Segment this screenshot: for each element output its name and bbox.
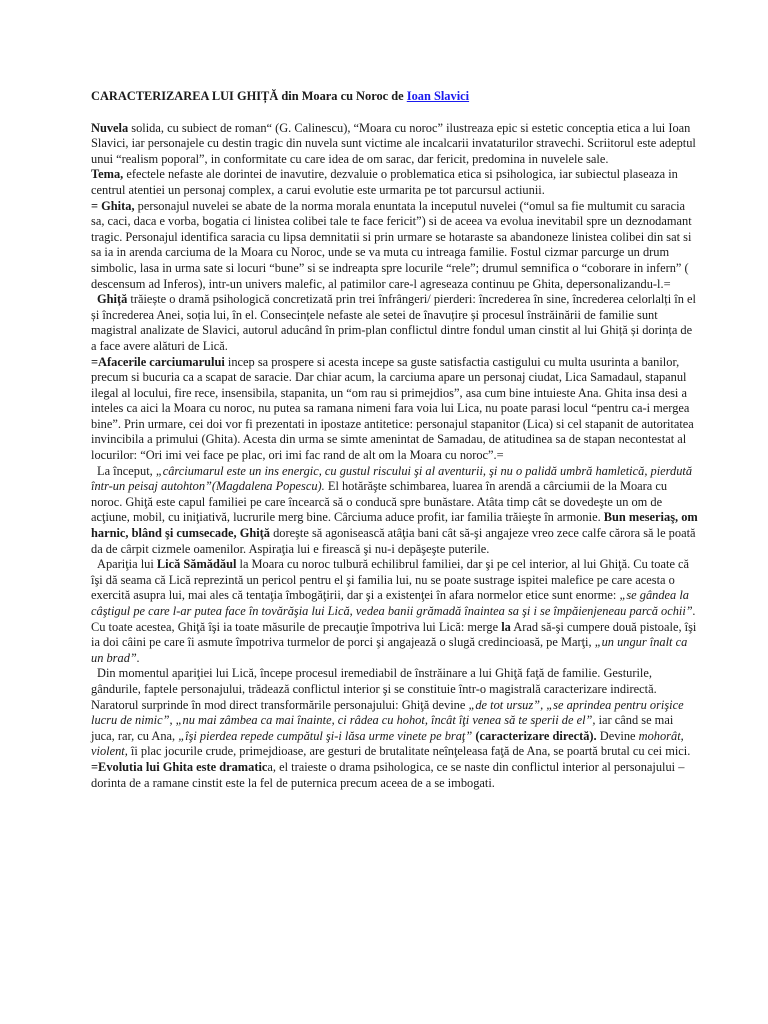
lead-evolutia: =Evolutia lui Ghita este dramatic [91,759,268,774]
text-run: îi plac jocurile crude, primejdioase, are gesturi de brutalitate neînţeleasa faţă de Ana, se poartă brutal cu cei mici. [127,744,691,759]
quote-ungur: „un ungur înalt ca un brad”. [91,635,688,665]
paragraph-aparitia [91,557,698,666]
lead-ghita: = Ghita, [91,198,135,213]
bold-run: la [501,619,511,634]
paragraph-text: trăiește o dramă psihologică concretizată prin trei înfrângeri/ pierderi: încrederea în sine, încrederea celorlalți în el și încrederea Anei, soția lui, în el. Consecințele nefaste ale setei de înavuțire și procesul înstrăinării de familie sunt magistral analizate de Slavici, autorul aducând în prim-plan conflictul dintre fondul uman cinstit al lui Ghiță și dorința de a face avere alături de Lică. [91,292,696,353]
text-run: la Moara cu noroc tulbură echilibrul familiei, dar şi pe cel interior, al lui Ghiţă. Cu toate că îşi dă seama că Lică reprezintă un pericol pentru el şi familia lui, nu se poate sustrage ispitei malefice pe care acesta o exercită asupra lui, mai ales că tentaţia îmbogăţirii, dar şi a existenţei în afara normelor etice sunt enorme: [91,557,690,603]
bold-run: (caracterizare directă). [472,728,597,743]
paragraph-text: incep sa prospere si acesta incepe sa guste satisfactia castigului cu multa usurinta a banilor, precum si bucuria ca a scapat de saracie. Dar chiar acum, la carciuma apare un personaj ciudat, Lica Samadaul, stapanul ilegal al locului, fire rece, insensibila, stapanita, un “om rau si primejdios”, asa cum bine intuieste Ana. Ghita insa desi a inteles ca aici la Moara cu noroc, nu putea sa ramana nimeni fara voia lui Lica, nu poate parasi locul “pentru ca-i mergea bine”. Prin urmare, cei doi vor fi prezentati in ipostaze antitetice: personajul stapanitor (Lica) si cel stapanit de autoritatea invincibila a primului (Ghita). Acesta din urma se simte amenintat de Samadau, de atitudinea sa de stapan necontestat al locurilor: “Ori imi vei face pe plac, ori imi fac rand de alt om la Moara cu noroc”.= [91,354,694,463]
text-run: iar când se mai juca, rar, cu Ana, [91,713,674,743]
paragraph-nuvela [91,121,698,168]
text-run: Arad să-şi cumpere două pistoale, îşi ia doi câini pe care îi asmute împotriva turmelor de porci şi angajează o slugă credincioasă, pe Marţi, [91,619,697,650]
paragraph-drama [91,292,698,354]
paragraph-afacerile [91,355,698,464]
paragraph-text: solida, cu subiect de roman“ (G. Calinescu), “Moara cu noroc” ilustreaza epic si estetic conceptia etica a lui Ioan Slavici, iar personajele cu destin tragic din nuvela sunt victime ale incalcarii invataturilor stravechi. Scriitorul este adeptul unui “realism poporal”, in conformitate cu care idea de om sarac, dar fericit, predomina in nuvelele sale. [91,120,696,166]
bold-run: Bun meseriaş, om harnic, blând şi cumsecade, Ghiţă [91,510,698,541]
paragraph-ghita [91,199,698,293]
lead-ghita-drama: Ghiță [97,292,128,307]
text-run: Devine [596,728,639,743]
document-title [91,89,698,105]
text-run: El hotărăşte schimbarea, luarea în arendă a cârciumii de la Moara cu noroc. Ghiţă este capul familiei pe care încearcă să o conducă spre bunăstare. Atâta timp cât se dovedeşte un om de acţiune, mobil, cu iniţiativă, lucrurile merg bine. Cârciuma aduce profit, iar familia trăieşte în armonie. [91,479,668,525]
paragraph-instrainare [91,666,698,760]
italic-run: mohorât, violent, [91,728,684,759]
author-link[interactable]: Ioan Slavici [406,89,470,103]
text-run: La început, [97,463,156,478]
text-run: Cu toate acestea, Ghiţă îşi ia toate măsurile de precauţie împotriva lui Lică: merge [91,619,502,634]
quote-cumpatul: „îşi pierdea repede cumpătul şi-i lăsa urme vinete pe braţ” [178,728,473,743]
text-run: doreşte să agonisească atâţia bani cât să-şi angajeze vreo zece calfe cărora să le poată da de cârpit cizmele oamenilor. Aspiraţia lui e firească şi nu-i depăşeşte puterile. [91,526,696,556]
lead-afacerile: =Afacerile carciumarului [91,354,225,369]
paragraph-la-inceput [91,464,698,558]
lead-tema: Tema, [91,167,124,182]
text-run: Apariţia lui [97,557,157,572]
paragraph-text: personajul nuvelei se abate de la norma morala enuntata la inceputul nuvelei (“omul sa fie multumit cu saracia sa, caci, daca e vorba, bogatia ci linistea colibei tale te face fericit”) si de aceea va evolua inevitabil spre un deznodamant tragic. Personajul identifica saracia cu lipsa demnitatii si prin urmare se hotaraste sa abandoneze linistea colibei din sat si sa ia in arenda carciuma de la Moara cu Noroc, unde se va muta cu intreaga familie. Fostul cizmar parcurge un drum simbolic, lasa in urma sate si locuri “bune” si se indreapta spre locurile “rele”; drumul semnifica o “coborare in infern” ( descensum ad Inferos), intr-un univers malefic, al patimilor care-l agreseaza continuu pe Ghita, depersonalizandu-l.= [91,198,692,291]
paragraph-evolutia [91,760,698,791]
paragraph-text: efectele nefaste ale dorintei de inavutire, dezvaluie o problematica etica si psihologica, iar subiectul plaseaza in centrul atentiei un personaj complex, a carui evolutie este urmarita pe tot parcursul actiunii. [91,167,678,197]
quote-castig: „se gândea la câştigul pe care l-ar putea face în tovărăşia lui Lică, vedea banii grămadă înaintea sa şi i se împăienjeneau parcă ochii”. [91,588,696,618]
quote-popescu: „cârciumarul este un ins energic, cu gustul riscului şi al aventurii, şi nu o palidă umbră hamletică, pierdută într-un peisaj autohton”(Magdalena Popescu). [91,463,693,494]
lead-nuvela: Nuvela [91,120,129,135]
paragraph-tema [91,167,698,198]
paragraph-text: a, el traieste o drama psihologica, ce se naste din conflictul interior al personajului – dorinta de a ramane cinstit este la fel de puternica precum aceea de a se imbogati. [91,759,685,790]
quote-ursuz: „de tot ursuz”, „se aprindea pentru orişice lucru de nimic”, „nu mai zâmbea ca mai înainte, ci râdea cu hohot, încât îţi venea să te sperii de el”, [91,697,684,728]
title-text: CARACTERIZAREA LUI GHIȚĂ din Moara cu Noroc de [91,89,407,103]
text-run: Din momentul apariţiei lui Lică, începe procesul iremediabil de înstrăinare a lui Ghiţă faţă de familie. Gesturile, gândurile, faptele personajului, trădează conflictul interior şi se constituie într-o magistrală caracterizare indirectă. Naratorul surprinde în mod direct transformările personajului: Ghiţă devine [91,666,657,712]
bold-run: Lică Sămădăul [156,557,237,572]
